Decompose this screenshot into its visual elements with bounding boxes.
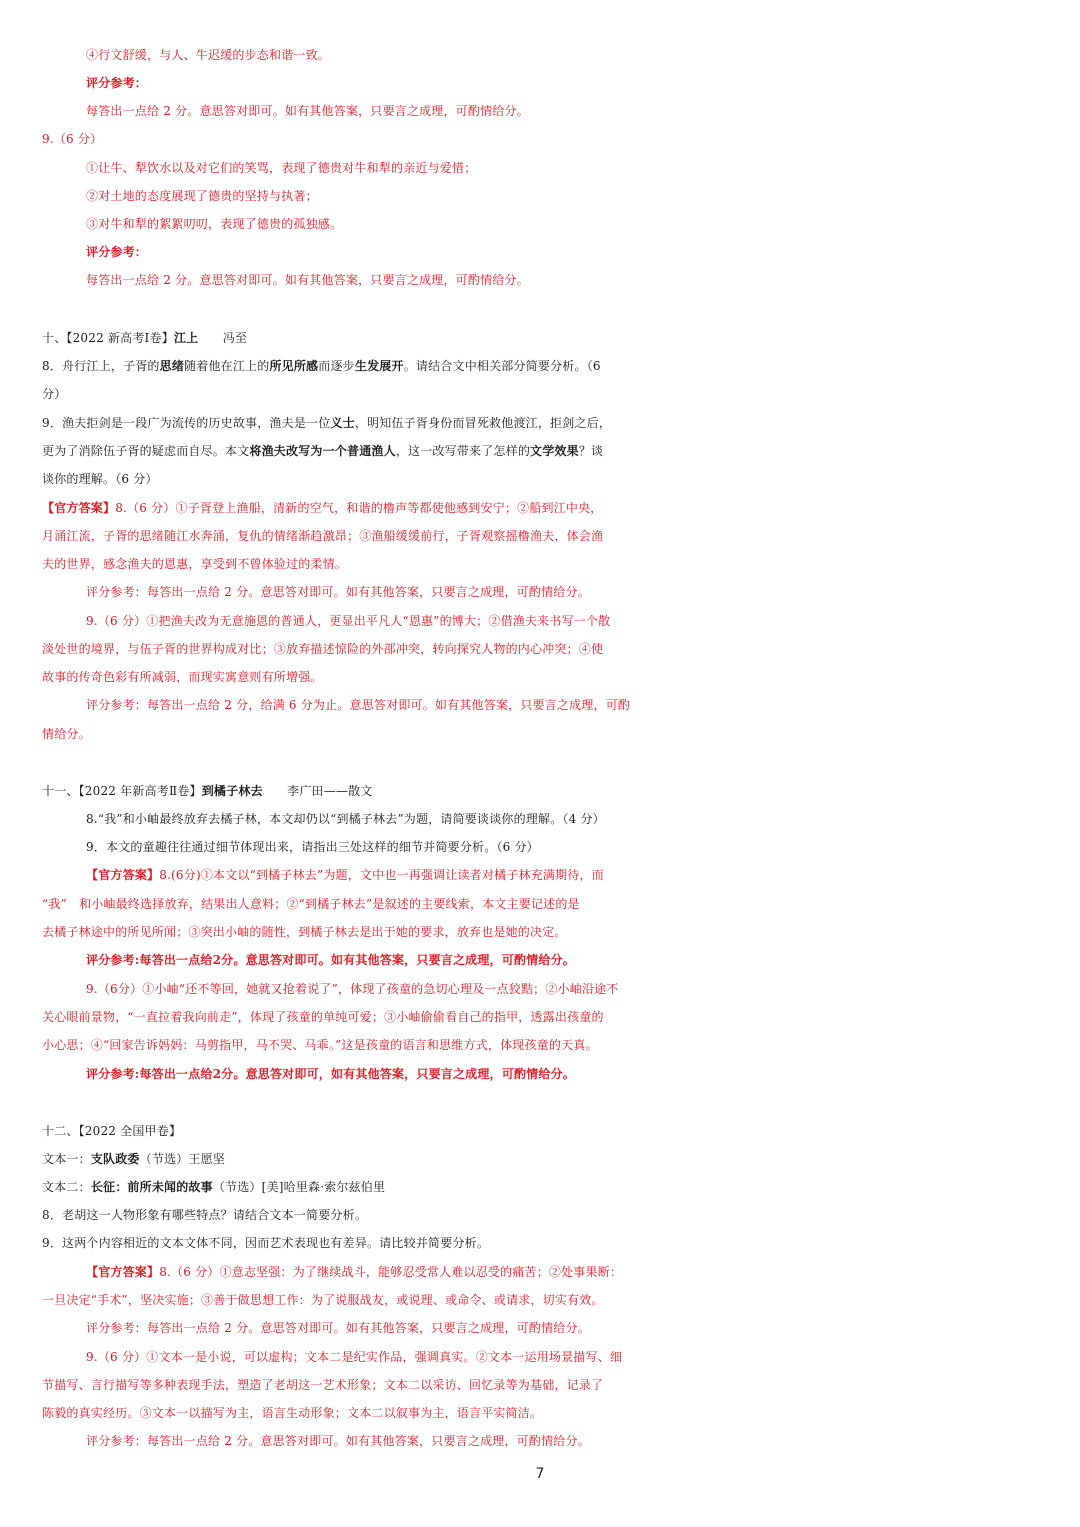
scoring-text: 评分参考：每答出一点给 2 分。意思答对即可。如有其他答案，只要言之成理，可酌情给分。 [86,1321,590,1335]
text-label: 文本二： [42,1180,91,1194]
answer-text: “我” 和小岫最终选择放弃，结果出人意料；②“到橘子林去”是叙述的主要线索，本文主要记述的是 [42,897,580,911]
question-keyword: 思绪 [159,359,185,373]
page-number: 7 [535,1466,545,1482]
question-keyword: 将渔夫改写为一个普通渔人 [249,444,396,458]
scoring-text: 评分参考:每答出一点给2分。意思答对即可。如有其他答案，只要言之成理，可酌情给分。 [86,953,575,967]
answer-text: 9.（6分）①小岫“还不等回，她就又抢着说了”，体现了孩童的急切心理及一点狡黠；②小岫沿途不 [86,982,619,996]
question-text: 9．渔夫拒剑是一段广为流传的历史故事，渔夫是一位 [42,416,331,430]
answer-text: 夫的世界，感念渔夫的恩惠，享受到不曾体验过的柔情。 [42,557,348,571]
text-author: （节选）王愿坚 [139,1152,226,1166]
text-label: 文本一： [42,1152,91,1166]
question-text: ，明知伍子胥身份而冒死救他渡江，拒剑之后， [354,416,612,430]
question-8 [42,352,1042,380]
section-title: 江上 [173,331,199,345]
text-author: （节选）[美]哈里森·索尔兹伯里 [212,1180,386,1194]
section-tag: 十、【2022 新高考Ⅰ卷】 [42,331,174,345]
answer-tag: 【官方答案】 [86,1265,160,1279]
scoring-text: 评分参考:每答出一点给2分。意思答对即可，如有其他答案，只要言之成理，可酌情给分。 [86,1067,575,1081]
official-answer [86,861,1080,889]
scoring-label: 评分参考： [86,76,148,90]
section-author: 李广田——散文 [262,784,373,798]
scoring-text: 评分参考：每答出一点给 2 分。意思答对即可。如有其他答案，只要言之成理，可酌情给分。 [86,585,590,599]
question-9: 9．这两个内容相近的文本文体不同，因而艺术表现也有差异。请比较并简要分析。 [42,1236,490,1250]
official-answer [42,494,1042,522]
scoring-text: 评分参考：每答出一点给 2 分，给满 6 分为止。意思答对即可。如有其他答案，只要言之成理，可酌 [86,698,631,712]
question-keyword: 文学效果 [530,444,579,458]
answer-text: 陈毅的真实经历。③文本一以描写为主，语言生动形象；文本二以叙事为主，语言平实简洁。 [42,1406,543,1420]
text-one-title [42,1145,1042,1173]
answer-text: 8.(6分)①本文以“到橘子林去”为题，文中也一再强调让读者对橘子林充满期待，而 [159,868,604,882]
question-text: ，这一改写带来了怎样的 [395,444,531,458]
question-8: 8．老胡这一人物形象有哪些特点？请结合文本一简要分析。 [42,1208,368,1222]
question-text: 谈你的理解。（6 分） [42,472,158,486]
answer-text: 故事的传奇色彩有所减弱，而现实寓意则有所增强。 [42,670,323,684]
question-text: 而逐步 [318,359,355,373]
scoring-text: 情给分。 [42,727,91,741]
question-text: 随着他在江上的 [184,359,270,373]
answer-text: 8.（6 分）①意志坚强：为了继续战斗，能够忍受常人难以忍受的痛苦；②处事果断： [159,1265,623,1279]
answer-tag: 【官方答案】 [86,868,160,882]
section-tag: 十一、【2022 年新高考Ⅱ卷】 [42,784,202,798]
question-9: 9．本文的童趣往往通过细节体现出来，请指出三处这样的细节并简要分析。（6 分） [86,840,539,854]
answer-line: ①让牛、犁饮水以及对它们的笑骂，表现了德贵对牛和犁的亲近与爱惜； [86,161,477,175]
answer-text: 关心眼前景物，“一直拉着我向前走”，体现了孩童的单纯可爱；③小岫偷偷看自己的指甲，透露出孩童的 [42,1010,604,1024]
answer-line: 9.（6 分） [42,132,103,146]
section-heading [42,324,1042,352]
question-text: 更为了消除伍子胥的疑虑而自尽。本文 [42,444,250,458]
section-title: 到橘子林去 [201,784,263,798]
question-text: 分） [42,387,67,401]
scoring-text: 每答出一点给 2 分。意思答对即可。如有其他答案，只要言之成理，可酌情给分。 [86,104,529,118]
answer-text: 9.（6 分）①文本一是小说，可以虚构；文本二是纪实作品，强调真实。②文本一运用场景描写、细 [86,1350,623,1364]
answer-tag: 【官方答案】 [42,501,116,515]
text-two-title [42,1173,1042,1201]
answer-text: 节描写、言行描写等多种表现手法，塑造了老胡这一艺术形象；文本二以采访、回忆录等为基础，记录了 [42,1378,604,1392]
question-text: 。请结合文中相关部分简要分析。（6 [403,359,601,373]
question-keyword: 生发展开 [354,359,404,373]
scoring-text: 每答出一点给 2 分。意思答对即可。如有其他答案，只要言之成理，可酌情给分。 [86,273,529,287]
question-9 [42,409,1042,437]
question-8: 8.“我”和小岫最终放弃去橘子林，本文却仍以“到橘子林去”为题，请简要谈谈你的理解。（4 分） [86,812,605,826]
answer-text: 8.（6 分）①子胥登上渔船，清新的空气，和谐的橹声等都使他感到安宁；②船到江中央， [115,501,603,515]
question-9-cont [42,437,1042,465]
answer-text: 去橘子林途中的所见所闻；③突出小岫的随性，到橘子林去是出于她的要求，放弃也是她的决定。 [42,925,567,939]
question-text: 8．舟行江上，子胥的 [42,359,160,373]
text-title: 支队政委 [90,1152,140,1166]
scoring-label: 评分参考： [86,245,148,259]
section-heading: 十二、【2022 全国甲卷】 [42,1124,182,1138]
section-heading [42,777,1042,805]
answer-line: ④行文舒缓，与人、牛迟缓的步态和谐一致。 [86,48,331,62]
answer-text: 月涌江流，子胥的思绪随江水奔涌，复仇的情绪渐趋激昂；③渔船缓缓前行，子胥观察摇橹渔夫，体会渔 [42,529,604,543]
scoring-text: 评分参考：每答出一点给 2 分。意思答对即可。如有其他答案，只要言之成理，可酌情给分。 [86,1434,590,1448]
answer-text: 9.（6 分）①把渔夫改为无意施恩的普通人，更显出平凡人“恩惠”的博大；②借渔夫来书写一个散 [86,614,611,628]
official-answer [86,1258,1080,1286]
answer-text: 一旦决定“手术”，坚决实施；③善于做思想工作：为了说服战友，或说理、或命令、或请求，切实有效。 [42,1293,604,1307]
answer-line: ③对牛和犁的絮絮叨叨，表现了德贵的孤独感。 [86,217,343,231]
question-keyword: 所见所感 [269,359,319,373]
answer-line: ②对土地的态度展现了德贵的坚持与执著； [86,189,318,203]
answer-text: 小心思；④“回家告诉妈妈：马剪指甲，马不哭、马乖。”这是孩童的语言和思维方式，体现孩童的天真。 [42,1038,598,1052]
section-author: 冯至 [198,331,248,345]
question-keyword: 义士 [330,416,355,430]
text-title: 长征：前所未闻的故事 [90,1180,213,1194]
question-text: ？谈 [578,444,604,458]
answer-text: 淡处世的境界，与伍子胥的世界构成对比；③放弃描述惊险的外部冲突，转向探究人物的内心冲突；④使 [42,642,604,656]
